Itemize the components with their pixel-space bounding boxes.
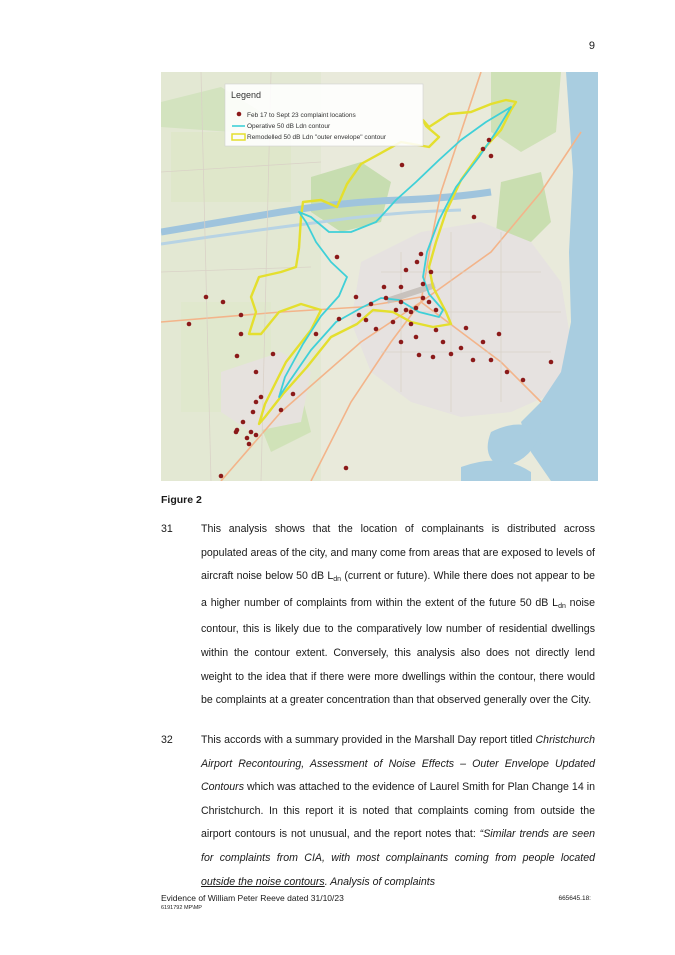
footer-code: 6191792 MP\MP bbox=[161, 905, 202, 911]
footer-reference: 665645.18: bbox=[558, 895, 591, 902]
legend-item-operative: Operative 50 dB Ldn contour bbox=[247, 123, 331, 130]
figure-caption: Figure 2 bbox=[161, 494, 202, 506]
paragraph-text: This analysis shows that the location of complainants is distributed across populated areas of the city, and many come from areas that are exposed to levels of aircraft noise below 50 dB $L_{dn}$ (current or future). While there does not appear to be a higher number of complaints from within the extent of the future 50 dB $L_{dn}$ noise contour, this is likely due to the comparatively low number of residential dwellings within the contour extent. Conversely, this analysis also does not directly lend weight to the idea that if there were more dwellings within the contour, there would be complaints at a greater concentration than that observed generally over the City. bbox=[201, 523, 596, 707]
footer-evidence: Evidence of William Peter Reeve dated 31/10/23 bbox=[161, 893, 344, 903]
page-number: 9 bbox=[588, 40, 595, 52]
paragraph-32 bbox=[161, 729, 595, 889]
quote: “Similar trends are seen for complaints from CIA, with most complainants coming from people located outside the noise contours. Analysis of complaints bbox=[201, 828, 595, 888]
legend-item-complaints: Feb 17 to Sept 23 complaint locations bbox=[247, 112, 356, 119]
complaint-map bbox=[161, 72, 598, 481]
paragraph-text: This accords with a summary provided in the Marshall Day report titled Christchurch Airport Recontouring, Assessment of Noise Effects – Outer Envelope Updated Contours which was attached to the evidence of Laurel Smith for Plan Change 14 in Christchurch. In this report it is noted that complaints coming from outside the airport contours is not unusual, and the report notes that: “Similar trends are seen for complaints from CIA, with most complainants coming from people located outside the noise contours. Analysis of complaints bbox=[201, 734, 595, 888]
paragraph-number: 31 bbox=[161, 523, 173, 535]
legend-item-remodelled: Remodelled 50 dB Ldn "outer envelope" contour bbox=[247, 134, 387, 141]
legend-title: Legend bbox=[231, 90, 262, 100]
report-title: Christchurch Airport Recontouring, Assessment of Noise Effects – Outer Envelope Updated Contours bbox=[201, 734, 595, 794]
map-legend bbox=[225, 84, 423, 146]
paragraph-31 bbox=[161, 518, 595, 718]
dot-icon bbox=[237, 112, 242, 117]
paragraph-number: 32 bbox=[161, 734, 173, 746]
